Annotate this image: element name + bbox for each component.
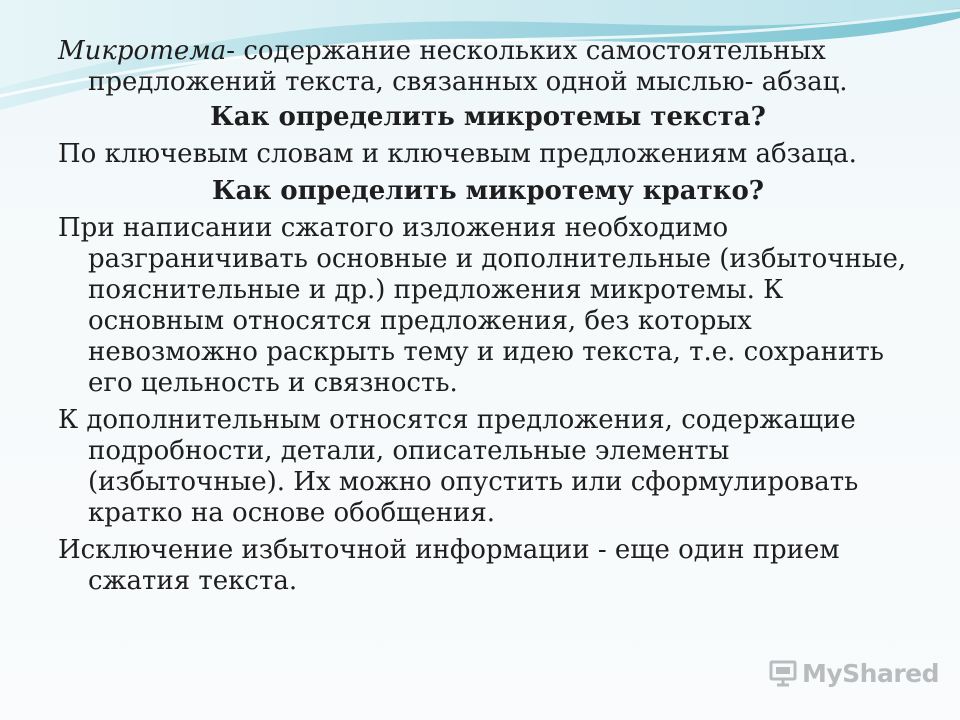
- term-microtheme: Микротема: [58, 36, 227, 66]
- conclusion-paragraph: Исключение избыточной информации - еще один прием сжатия текста.: [58, 535, 840, 596]
- presentation-board-icon: [768, 658, 798, 688]
- question-heading-1: Как определить микротемы текста?: [210, 102, 766, 132]
- answer-paragraph-1: По ключевым словам и ключевым предложениям абзаца.: [58, 139, 857, 169]
- additional-sentences-paragraph: К дополнительным относятся предложения, содержащие подробности, детали, описательные элементы (избыточные). Их можно опустить или сформулировать кратко на основе обобщения.: [58, 405, 859, 528]
- myshared-watermark: [768, 658, 939, 688]
- watermark-text: MyShared: [802, 658, 940, 688]
- definition-paragraph: [58, 36, 918, 98]
- question-heading-2: Как определить микротему кратко?: [211, 176, 765, 206]
- definition-text: - содержание нескольких самостоятельных предложений текста, связанных одной мыслью- абзац.: [88, 36, 848, 97]
- slide-body: [58, 36, 918, 603]
- main-sentences-paragraph: При написании сжатого изложения необходимо разграничивать основные и дополнительные (избыточные, пояснительные и др.) предложения микротемы. К основным относятся предложения, без которых невозможно раскрыть тему и идею текста, т.е. сохранить его цельность и связность.: [58, 213, 907, 398]
